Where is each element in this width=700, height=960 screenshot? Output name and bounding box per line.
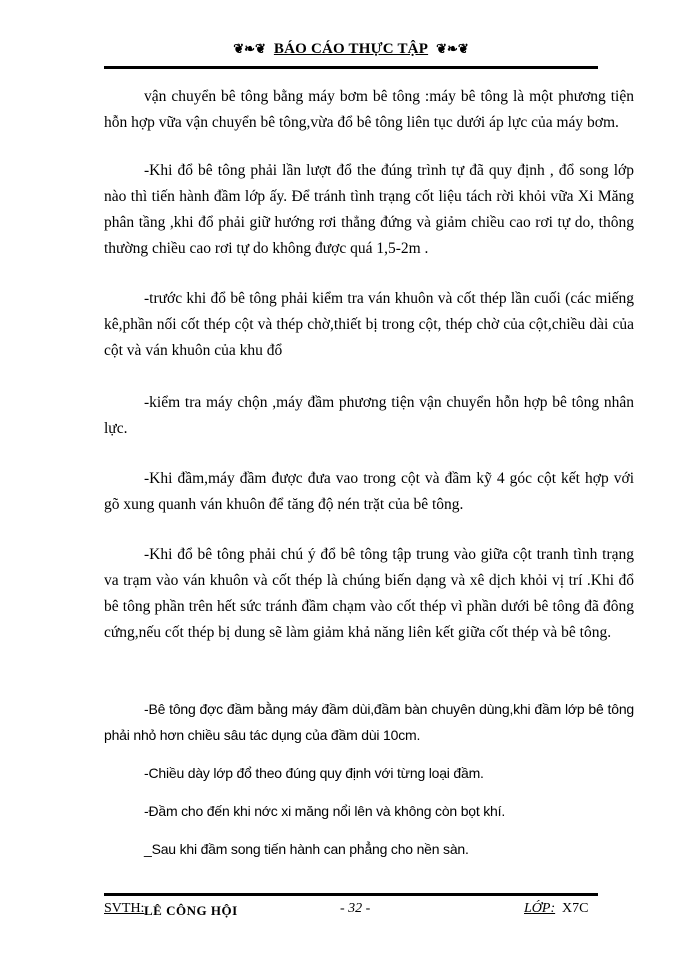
svth-label: SVTH:: [104, 901, 145, 916]
paragraph-6: -Khi đổ bê tông phải chú ý đổ bê tông tập trung vào giữa cột tranh tình trạng va trạm vào ván khuôn và cốt thép là chúng biến dạng và xê dịch khỏi vị trí .Khi đổ bê tông phần trên hết sức tránh đầm chạm vào cốt thép vì phần dưới bê tông đã đông cứng,nếu cốt thép bị dung sẽ làm giảm khả năng liên kết giữa cốt thép và bê tông.: [104, 546, 634, 641]
paragraph-9: -Đầm cho đến khi nớc xi măng nổi lên và không còn bọt khí.: [144, 803, 506, 819]
class-value: X7C: [562, 901, 589, 916]
paragraph-4: -kiểm tra máy chộn ,máy đầm phương tiện vận chuyển hỗn hợp bê tông nhân lực.: [104, 394, 634, 437]
paragraph-2: -Khi đổ bê tông phải lần lượt đổ the đúng trình tự đã quy định , đổ song lớp nào thì tiến hành đầm lớp ấy. Để tránh tình trạng cốt liệu tách rời khỏi vữa Xi Măng phân tầng ,khi đổ phải giữ hướng rơi thẳng đứng và giảm chiều cao rơi tự do, thông thường chiều cao rơi tự do không được quá 1,5-2m .: [104, 162, 634, 257]
header-title: BÁO CÁO THỰC TẬP: [273, 41, 429, 57]
ornament-left-icon: ❦❧❦: [233, 41, 266, 56]
paragraph-1: vận chuyển bê tông bằng máy bơm bê tông :máy bê tông là một phương tiện hỗn hợp vữa vận chuyển bê tông,vừa đổ bê tông liên tục dưới áp lực của máy bơm.: [104, 88, 634, 131]
class-label: LỚP:: [524, 901, 556, 916]
paragraph-7: -Bê tông đợc đầm bằng máy đầm dùi,đầm bàn chuyên dùng,khi đầm lớp bê tông phải nhỏ hơn chiều sâu tác dụng của đầm dùi 10cm.: [104, 701, 634, 743]
paragraph-5: -Khi đầm,máy đầm được đưa vao trong cột và đầm kỹ 4 góc cột kết hợp với gõ xung quanh ván khuôn để tăng độ nén trặt của bê tông.: [104, 470, 634, 513]
header-rule: [104, 66, 598, 69]
page-number: - 32 -: [340, 901, 371, 916]
footer-rule: [104, 893, 598, 896]
paragraph-10: _Sau khi đầm song tiến hành can phẳng cho nền sàn.: [144, 841, 469, 857]
student-name: LÊ CÔNG HỘI: [144, 903, 238, 918]
page-header: [104, 40, 598, 66]
ornament-right-icon: ❦❧❦: [436, 41, 469, 56]
page-footer: [104, 901, 598, 921]
paragraph-8: -Chiều dày lớp đổ theo đúng quy định với từng loại đầm.: [144, 765, 484, 781]
paragraph-3: -trước khi đổ bê tông phải kiểm tra ván khuôn và cốt thép lần cuối (các miếng kê,phần nối cốt thép cột và thép chờ,thiết bị trong cột, thép chờ của cột,chiều dài của cột và ván khuôn của khu đổ: [104, 290, 634, 359]
